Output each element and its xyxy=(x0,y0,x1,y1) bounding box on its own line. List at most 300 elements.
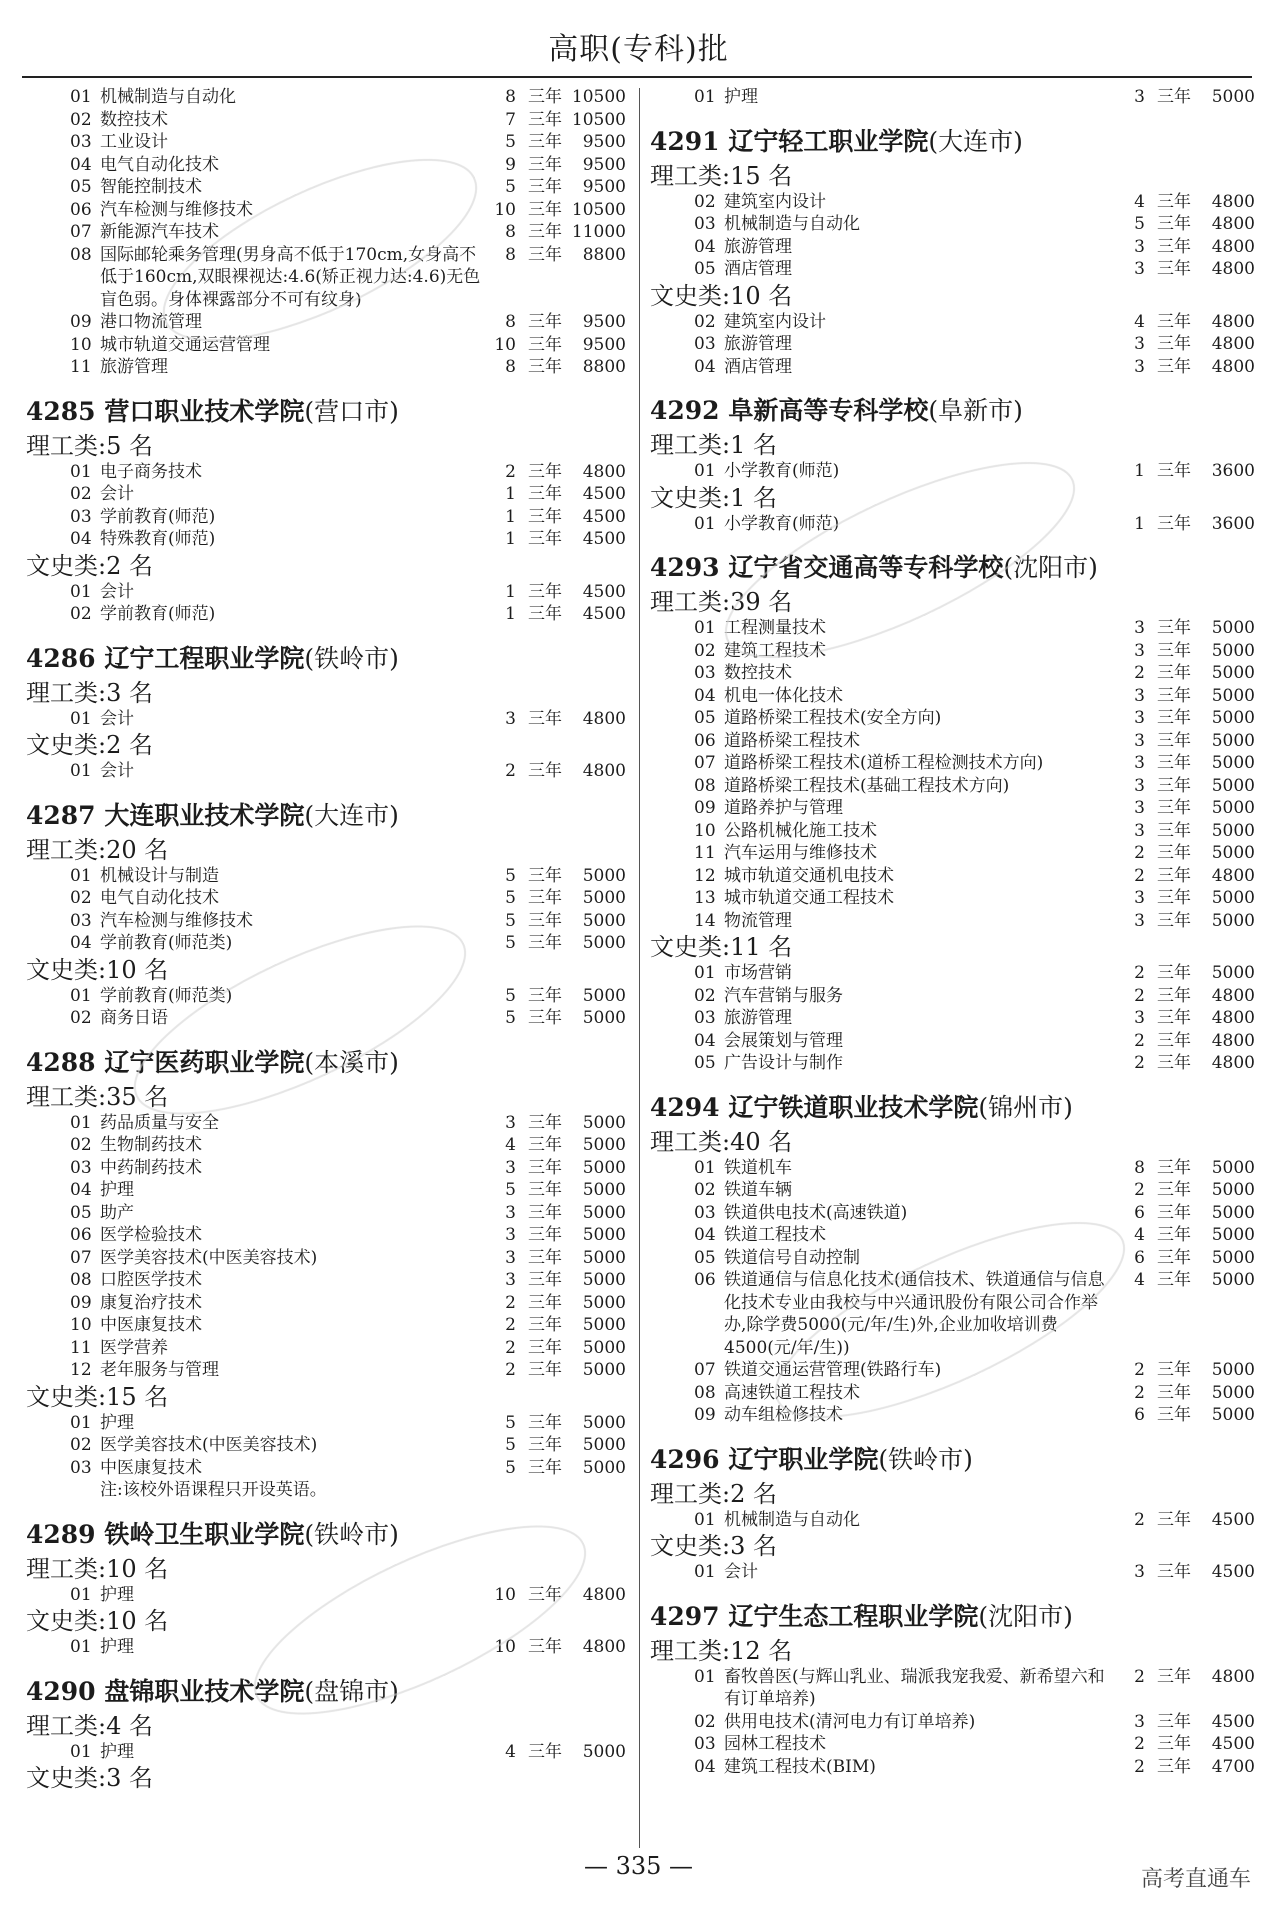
major-fee: 5000 xyxy=(582,985,626,1006)
major-row xyxy=(26,1314,626,1337)
major-row xyxy=(650,1561,1255,1584)
major-years: 三年 xyxy=(528,1315,562,1335)
major-code: 01 xyxy=(70,461,92,482)
major-fee: 5000 xyxy=(582,1180,626,1200)
school-code: 4288 xyxy=(26,1047,96,1077)
major-fee: 4500 xyxy=(582,529,626,549)
major-fee: 5000 xyxy=(582,933,626,953)
school-name: 盘锦职业技术学院 xyxy=(104,1676,305,1706)
major-years: 三年 xyxy=(1157,1202,1191,1223)
major-list xyxy=(26,865,626,955)
major-row xyxy=(26,221,626,244)
major-fee: 5000 xyxy=(1211,1225,1255,1245)
major-years: 三年 xyxy=(1157,1666,1191,1687)
major-years: 三年 xyxy=(1157,708,1191,728)
major-code: 12 xyxy=(70,1360,92,1380)
major-fee: 5000 xyxy=(1211,753,1255,773)
major-name: 工程测量技术 xyxy=(724,618,826,638)
school-city: (阜新市) xyxy=(928,396,1023,425)
major-years: 三年 xyxy=(1157,191,1191,212)
major-row xyxy=(26,528,626,551)
major-fee: 4800 xyxy=(1211,259,1255,279)
major-years: 三年 xyxy=(528,1247,562,1268)
major-fee: 3600 xyxy=(1211,461,1255,481)
major-name: 铁道车辆 xyxy=(724,1180,792,1200)
school-code: 4293 xyxy=(650,553,720,582)
major-quota: 4 xyxy=(1134,191,1145,212)
category-label: 文史类:11 名 xyxy=(650,933,793,961)
major-years: 三年 xyxy=(1157,214,1191,234)
major-code: 10 xyxy=(70,1315,92,1335)
major-row xyxy=(26,910,626,933)
major-code: 04 xyxy=(70,529,92,549)
major-code: 07 xyxy=(70,222,92,242)
major-quota: 3 xyxy=(1134,1711,1145,1732)
major-row xyxy=(650,1269,1255,1359)
major-row xyxy=(650,1224,1255,1247)
major-code: 03 xyxy=(694,1734,716,1754)
right-column xyxy=(650,86,1255,1778)
major-name: 康复治疗技术 xyxy=(100,1292,202,1313)
major-name: 会计 xyxy=(724,1562,758,1582)
major-row xyxy=(26,1224,626,1247)
major-code: 01 xyxy=(70,708,92,729)
major-code: 02 xyxy=(70,1008,92,1028)
category-label: 文史类:10 名 xyxy=(26,1607,169,1635)
major-row xyxy=(26,1584,626,1607)
major-quota: 6 xyxy=(1134,1405,1145,1425)
major-fee: 4800 xyxy=(1211,1053,1255,1073)
major-row xyxy=(26,311,626,334)
major-fee: 5000 xyxy=(1211,775,1255,796)
major-years: 三年 xyxy=(528,581,562,602)
major-fee: 5000 xyxy=(582,1202,626,1223)
major-years: 三年 xyxy=(528,933,562,953)
major-name: 园林工程技术 xyxy=(724,1734,826,1754)
school-title xyxy=(650,549,1255,587)
major-fee: 8800 xyxy=(582,357,626,377)
major-years: 三年 xyxy=(1157,1270,1191,1290)
major-years: 三年 xyxy=(528,506,562,527)
school-block xyxy=(26,640,626,783)
major-row xyxy=(26,1457,626,1480)
major-row xyxy=(650,685,1255,708)
major-row xyxy=(26,483,626,506)
major-years: 三年 xyxy=(1157,1382,1191,1403)
major-quota: 2 xyxy=(1134,985,1145,1006)
major-code: 01 xyxy=(70,865,92,886)
major-code: 07 xyxy=(70,1247,92,1268)
major-fee: 4800 xyxy=(582,1584,626,1605)
school-code: 4285 xyxy=(26,396,96,426)
major-years: 三年 xyxy=(1157,1405,1191,1425)
major-fee: 5000 xyxy=(1211,843,1255,863)
school-name: 辽宁职业学院 xyxy=(728,1444,879,1474)
school-city: (锦州市) xyxy=(978,1092,1073,1122)
major-quota: 3 xyxy=(1134,334,1145,354)
major-fee: 9500 xyxy=(582,312,626,332)
major-fee: 5000 xyxy=(582,1412,626,1433)
major-quota: 10 xyxy=(494,1584,516,1605)
major-years: 三年 xyxy=(1157,1008,1191,1028)
major-quota: 3 xyxy=(505,1270,516,1290)
major-fee: 5000 xyxy=(582,1270,626,1290)
major-list xyxy=(650,1561,1255,1584)
school-title xyxy=(26,393,626,431)
major-fee: 5000 xyxy=(1211,1202,1255,1223)
major-years: 三年 xyxy=(528,910,562,931)
major-row xyxy=(26,1202,626,1225)
major-code: 02 xyxy=(70,604,92,624)
major-quota: 8 xyxy=(505,222,516,242)
major-name: 道路桥梁工程技术 xyxy=(724,730,860,751)
major-years: 三年 xyxy=(1157,1734,1191,1754)
major-years: 三年 xyxy=(1157,663,1191,683)
major-code: 02 xyxy=(694,1711,716,1732)
school-block xyxy=(26,393,626,626)
major-name: 护理 xyxy=(100,1637,134,1657)
major-years: 三年 xyxy=(1157,798,1191,818)
major-name: 高速铁道工程技术 xyxy=(724,1382,860,1403)
major-name: 汽车运用与维修技术 xyxy=(724,843,877,863)
major-name: 道路桥梁工程技术(基础工程技术方向) xyxy=(724,775,1010,796)
major-years: 三年 xyxy=(1157,311,1191,332)
major-list xyxy=(650,460,1255,483)
major-row xyxy=(26,932,626,955)
major-row xyxy=(26,176,626,199)
major-fee: 4500 xyxy=(1211,1562,1255,1582)
major-name: 铁道工程技术 xyxy=(724,1225,826,1245)
major-quota: 2 xyxy=(1134,1180,1145,1200)
major-years: 三年 xyxy=(1157,513,1191,534)
school-title xyxy=(26,1044,626,1082)
major-quota: 1 xyxy=(505,581,516,602)
major-fee: 4800 xyxy=(1211,1008,1255,1028)
major-code: 04 xyxy=(694,236,716,257)
major-fee: 5000 xyxy=(1211,708,1255,728)
major-quota: 4 xyxy=(505,1135,516,1155)
major-name: 机械制造与自动化 xyxy=(100,87,236,107)
major-quota: 2 xyxy=(1134,1030,1145,1051)
major-row xyxy=(26,154,626,177)
major-fee: 5000 xyxy=(1211,1247,1255,1268)
major-quota: 10 xyxy=(494,1637,516,1657)
category-label: 文史类:10 名 xyxy=(26,955,169,984)
major-fee: 5000 xyxy=(582,1337,626,1358)
major-list xyxy=(650,962,1255,1075)
school-title xyxy=(26,797,626,835)
major-row xyxy=(26,86,626,109)
major-quota: 2 xyxy=(1134,1666,1145,1687)
major-name: 学前教育(师范类) xyxy=(100,985,233,1006)
major-name: 供用电技术(清河电力有订单培养) xyxy=(724,1711,976,1732)
school-code: 4291 xyxy=(650,126,720,156)
major-list xyxy=(26,461,626,551)
major-name: 机械制造与自动化 xyxy=(724,214,860,234)
major-fee: 9500 xyxy=(582,177,626,197)
major-code: 01 xyxy=(694,1509,716,1530)
major-name: 商务日语 xyxy=(100,1008,168,1028)
major-code: 01 xyxy=(70,761,92,781)
major-code: 04 xyxy=(70,154,92,175)
major-quota: 2 xyxy=(1134,1734,1145,1754)
school-code: 4290 xyxy=(26,1676,96,1706)
major-name: 护理 xyxy=(100,1180,134,1200)
major-name: 工业设计 xyxy=(100,132,168,152)
major-years: 三年 xyxy=(1157,1157,1191,1178)
major-quota: 3 xyxy=(505,708,516,729)
major-name: 道路桥梁工程技术(安全方向) xyxy=(724,708,942,728)
major-code: 11 xyxy=(694,843,716,863)
major-quota: 5 xyxy=(505,132,516,152)
school-title xyxy=(26,1516,626,1554)
major-fee: 4500 xyxy=(582,581,626,602)
major-fee: 5000 xyxy=(582,1157,626,1178)
major-years: 三年 xyxy=(1157,963,1191,983)
major-list xyxy=(650,1509,1255,1532)
major-fee: 5000 xyxy=(582,1225,626,1245)
major-row xyxy=(650,1179,1255,1202)
major-row xyxy=(650,640,1255,663)
major-code: 02 xyxy=(694,1180,716,1200)
major-code: 02 xyxy=(70,888,92,908)
major-code: 03 xyxy=(694,663,716,683)
major-years: 三年 xyxy=(1157,1509,1191,1530)
major-code: 05 xyxy=(694,708,716,728)
major-code: 09 xyxy=(70,1292,92,1313)
major-code: 01 xyxy=(694,513,716,534)
school-block xyxy=(650,123,1255,379)
major-years: 三年 xyxy=(1157,1225,1191,1245)
major-row xyxy=(26,1179,626,1202)
major-code: 01 xyxy=(70,87,92,107)
major-list xyxy=(650,86,1255,109)
major-name: 数控技术 xyxy=(100,109,168,130)
category-label: 理工类:3 名 xyxy=(26,678,153,707)
major-row xyxy=(26,1412,626,1435)
school-city: (盘锦市) xyxy=(304,1676,399,1706)
major-name: 会计 xyxy=(100,708,134,729)
major-quota: 6 xyxy=(1134,1202,1145,1223)
major-years: 三年 xyxy=(1157,910,1191,931)
major-fee: 5000 xyxy=(1211,663,1255,683)
column-divider xyxy=(639,88,640,1848)
major-name: 建筑工程技术(BIM) xyxy=(724,1756,876,1777)
major-row xyxy=(26,1007,626,1030)
major-quota: 7 xyxy=(505,109,516,130)
major-name: 生物制药技术 xyxy=(100,1135,202,1155)
major-name: 旅游管理 xyxy=(100,357,168,377)
major-row xyxy=(650,333,1255,356)
major-name: 道路桥梁工程技术(道桥工程检测技术方向) xyxy=(724,753,1044,773)
major-list xyxy=(650,1157,1255,1427)
category-label: 理工类:12 名 xyxy=(650,1636,793,1665)
major-name: 学前教育(师范) xyxy=(100,604,216,624)
school-code: 4292 xyxy=(650,396,720,425)
major-code: 02 xyxy=(70,109,92,130)
major-name: 特殊教育(师范) xyxy=(100,529,216,549)
major-fee: 5000 xyxy=(1211,640,1255,661)
major-row xyxy=(26,1247,626,1270)
major-code: 07 xyxy=(694,1360,716,1380)
major-years: 三年 xyxy=(528,87,562,107)
school-code: 4287 xyxy=(26,800,96,830)
school-block xyxy=(650,549,1255,1075)
category-label: 理工类:15 名 xyxy=(650,161,793,190)
major-code: 07 xyxy=(694,753,716,773)
major-row xyxy=(650,356,1255,379)
major-row xyxy=(650,1509,1255,1532)
major-row xyxy=(650,236,1255,259)
school-code: 4286 xyxy=(26,643,96,673)
major-name: 会计 xyxy=(100,484,134,504)
major-code: 01 xyxy=(70,985,92,1006)
major-name: 旅游管理 xyxy=(724,236,792,257)
major-fee: 4800 xyxy=(582,708,626,729)
major-code: 01 xyxy=(70,1412,92,1433)
major-years: 三年 xyxy=(1157,843,1191,863)
major-code: 01 xyxy=(694,1562,716,1582)
major-years: 三年 xyxy=(1157,236,1191,257)
school-block xyxy=(26,86,626,379)
major-row xyxy=(650,842,1255,865)
major-row xyxy=(26,1337,626,1360)
major-years: 三年 xyxy=(1157,753,1191,773)
header-rule xyxy=(22,76,1252,78)
major-fee: 4800 xyxy=(1211,985,1255,1006)
major-code: 05 xyxy=(694,1053,716,1073)
school-name: 辽宁工程职业学院 xyxy=(104,643,305,673)
major-name: 汽车检测与维修技术 xyxy=(100,199,253,220)
school-name: 辽宁铁道职业技术学院 xyxy=(728,1092,979,1122)
major-list xyxy=(26,581,626,626)
school-block xyxy=(650,1441,1255,1584)
category-label: 文史类:10 名 xyxy=(650,281,793,310)
major-row xyxy=(26,1434,626,1457)
major-code: 08 xyxy=(70,1270,92,1290)
major-name: 物流管理 xyxy=(724,910,792,931)
major-years: 三年 xyxy=(1157,259,1191,279)
major-code: 04 xyxy=(70,1180,92,1200)
major-fee: 5000 xyxy=(1211,87,1255,107)
major-years: 三年 xyxy=(1157,334,1191,354)
major-quota: 5 xyxy=(505,933,516,953)
major-quota: 8 xyxy=(505,87,516,107)
category-label: 文史类:3 名 xyxy=(26,1764,153,1792)
major-fee: 5000 xyxy=(582,1008,626,1028)
major-quota: 1 xyxy=(505,604,516,624)
major-row xyxy=(26,1134,626,1157)
major-row xyxy=(26,506,626,529)
major-quota: 2 xyxy=(505,1292,516,1313)
major-row xyxy=(650,865,1255,888)
school-title xyxy=(650,392,1255,430)
major-name: 铁道供电技术(高速铁道) xyxy=(724,1202,908,1223)
major-quota: 9 xyxy=(505,154,516,175)
major-code: 11 xyxy=(70,1337,92,1358)
major-list xyxy=(26,1741,626,1764)
major-years: 三年 xyxy=(1157,1053,1191,1073)
major-row xyxy=(26,1292,626,1315)
major-name: 药品质量与安全 xyxy=(100,1112,219,1133)
major-years: 三年 xyxy=(1157,888,1191,908)
major-code: 03 xyxy=(694,214,716,234)
major-name: 城市轨道交通运营管理 xyxy=(100,334,270,355)
major-name: 学前教育(师范类) xyxy=(100,933,233,953)
major-fee: 3600 xyxy=(1211,513,1255,534)
left-column xyxy=(26,86,626,1793)
major-fee: 4800 xyxy=(582,461,626,482)
major-name: 建筑工程技术 xyxy=(724,640,826,661)
major-years: 三年 xyxy=(1157,461,1191,481)
major-fee: 4800 xyxy=(1211,1666,1255,1687)
major-name: 铁道通信与信息化技术(通信技术、铁道通信与信息化技术专业由我校与中兴通讯股份有限公司合作举办,除学费5000(元/年/生)外,企业加收培训费4500(元/年/生)) xyxy=(724,1270,1105,1358)
major-row xyxy=(650,460,1255,483)
school-city: (本溪市) xyxy=(304,1047,399,1077)
major-name: 汽车检测与维修技术 xyxy=(100,910,253,931)
major-row xyxy=(650,1030,1255,1053)
major-years: 三年 xyxy=(1157,985,1191,1006)
major-years: 三年 xyxy=(528,1412,562,1433)
category-label: 理工类:39 名 xyxy=(650,588,793,616)
major-fee: 5000 xyxy=(1211,910,1255,931)
major-name: 数控技术 xyxy=(724,663,792,683)
major-name: 中医康复技术 xyxy=(100,1315,202,1335)
major-name: 机械制造与自动化 xyxy=(724,1509,860,1530)
major-quota: 1 xyxy=(1134,461,1145,481)
school-name: 铁岭卫生职业学院 xyxy=(104,1519,305,1549)
major-quota: 3 xyxy=(505,1247,516,1268)
major-name: 广告设计与制作 xyxy=(724,1053,843,1073)
major-quota: 2 xyxy=(1134,1509,1145,1530)
major-name: 机械设计与制造 xyxy=(100,865,219,886)
major-name: 旅游管理 xyxy=(724,1008,792,1028)
major-years: 三年 xyxy=(528,865,562,886)
major-years: 三年 xyxy=(1157,1180,1191,1200)
major-name: 港口物流管理 xyxy=(100,312,202,332)
major-fee: 4800 xyxy=(1211,356,1255,377)
school-block xyxy=(650,392,1255,535)
major-fee: 5000 xyxy=(1211,1180,1255,1200)
major-code: 01 xyxy=(694,963,716,983)
category-label: 理工类:40 名 xyxy=(650,1127,793,1156)
category-label: 文史类:1 名 xyxy=(650,483,777,512)
major-code: 10 xyxy=(694,820,716,841)
school-block xyxy=(26,1044,626,1502)
school-code: 4296 xyxy=(650,1444,720,1474)
major-quota: 3 xyxy=(1134,618,1145,638)
major-code: 01 xyxy=(694,87,716,107)
category-label: 文史类:2 名 xyxy=(26,731,153,759)
school-note: 注:该校外语课程只开设英语。 xyxy=(100,1480,327,1500)
major-row xyxy=(26,1112,626,1135)
major-list xyxy=(26,86,626,379)
major-row xyxy=(26,581,626,604)
major-code: 03 xyxy=(694,1008,716,1028)
major-quota: 8 xyxy=(1134,1157,1145,1178)
major-years: 三年 xyxy=(528,1112,562,1133)
major-quota: 8 xyxy=(505,357,516,377)
major-quota: 3 xyxy=(1134,798,1145,818)
major-code: 05 xyxy=(70,1202,92,1223)
major-name: 铁道信号自动控制 xyxy=(724,1247,860,1268)
major-list xyxy=(650,311,1255,379)
major-name: 建筑室内设计 xyxy=(724,191,826,212)
major-quota: 2 xyxy=(505,761,516,781)
major-code: 09 xyxy=(694,798,716,818)
major-quota: 3 xyxy=(1134,708,1145,728)
major-code: 03 xyxy=(694,1202,716,1223)
